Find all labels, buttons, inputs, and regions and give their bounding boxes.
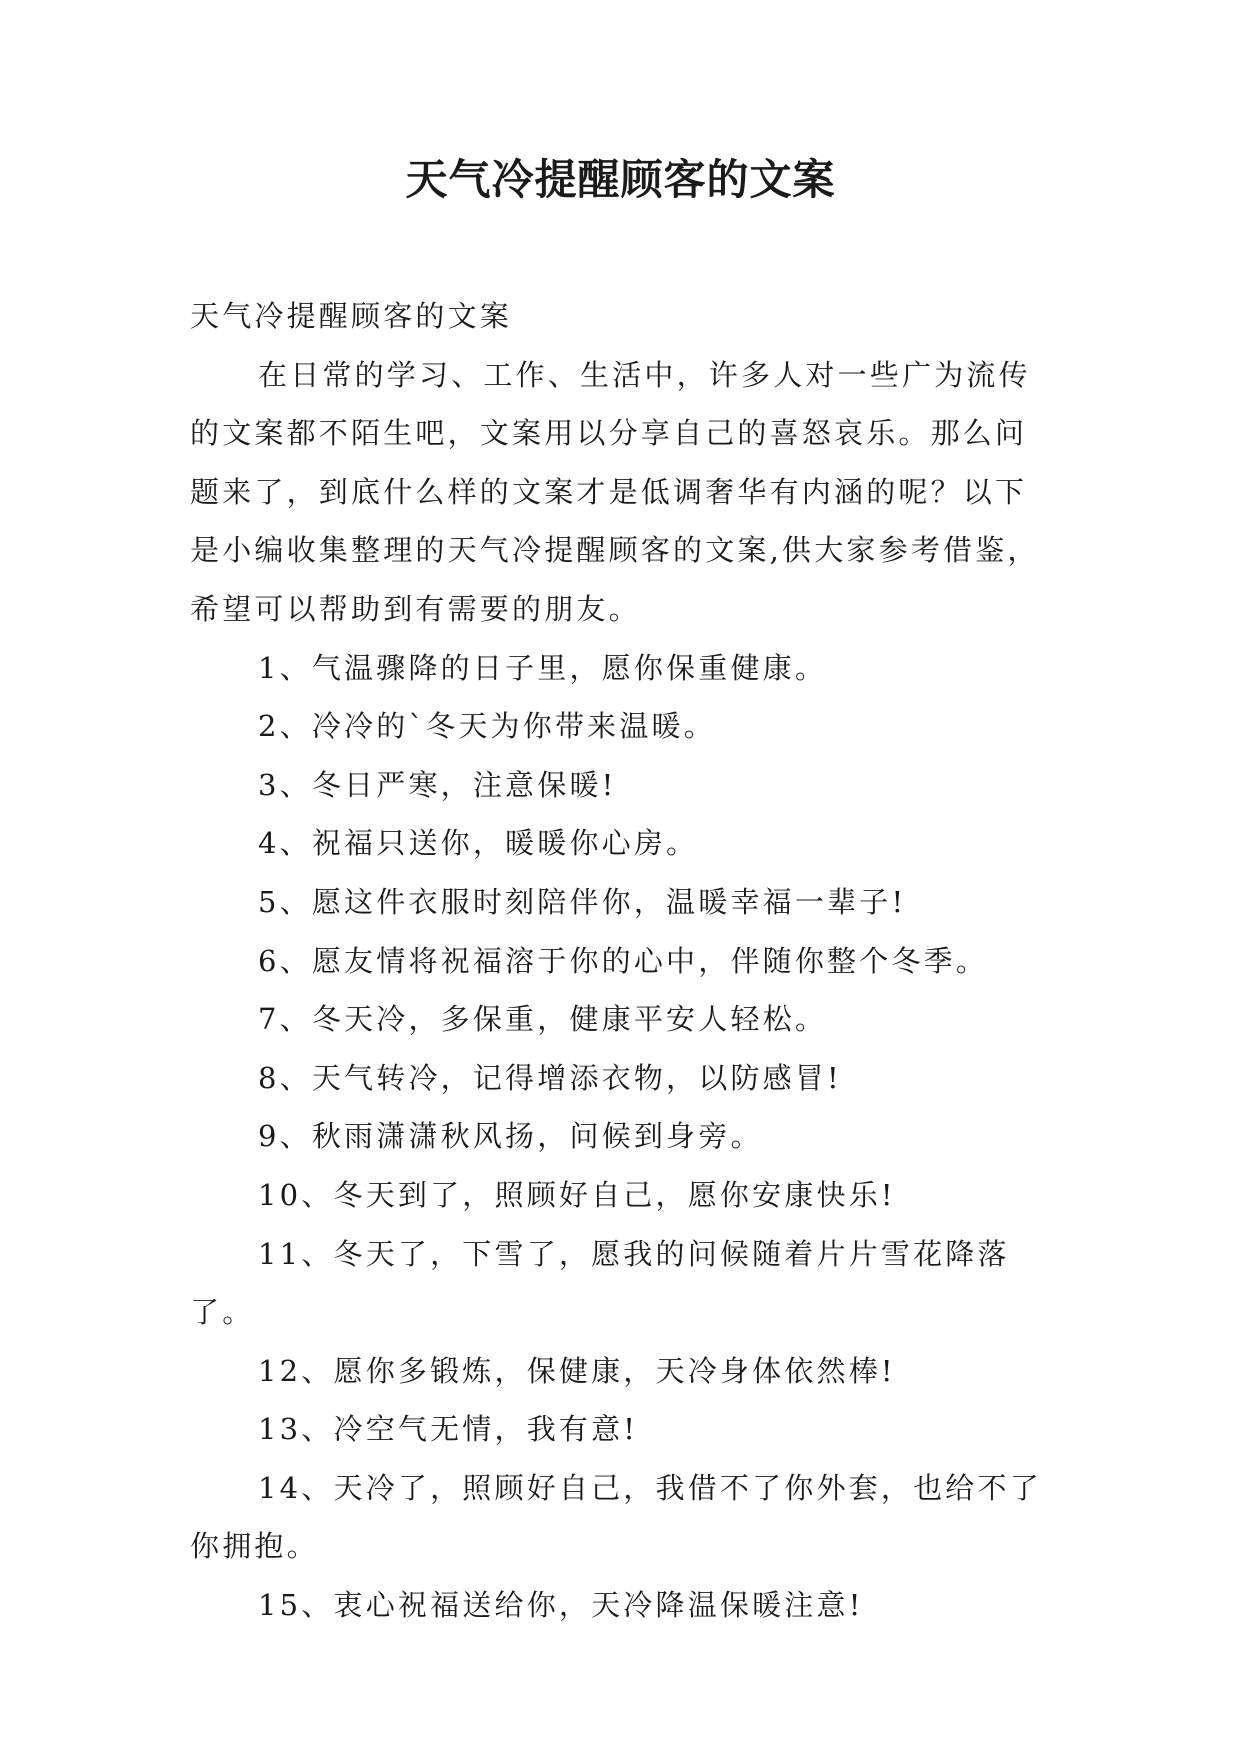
list-item: 15、衷心祝福送给你，天冷降温保暖注意!	[258, 1588, 864, 1623]
list-item: 2、冷冷的`冬天为你带来温暖。	[258, 709, 716, 744]
list-item: 3、冬日严寒，注意保暖!	[258, 767, 617, 802]
document-subtitle: 天气冷提醒顾客的文案	[190, 299, 513, 333]
list-item: 8、天气转冷，记得增添衣物，以防感冒!	[258, 1060, 842, 1095]
list-item: 6、愿友情将祝福溶于你的心中，伴随你整个冬季。	[258, 943, 989, 978]
document-body	[190, 287, 1050, 1635]
list-item: 7、冬天冷，多保重，健康平安人轻松。	[258, 1002, 828, 1037]
list-item: 4、祝福只送你，暖暖你心房。	[258, 826, 699, 861]
document-title: 天气冷提醒顾客的文案	[405, 155, 836, 204]
list-item: 9、秋雨潇潇秋风扬，问候到身旁。	[258, 1119, 763, 1154]
list-item: 1、气温骤降的日子里，愿你保重健康。	[258, 650, 828, 685]
list-item: 10、冬天到了，照顾好自己，愿你安康快乐!	[258, 1177, 896, 1212]
list-item: 12、愿你多锻炼，保健康，天冷身体依然棒!	[258, 1353, 896, 1388]
intro-paragraph: 在日常的学习、工作、生活中，许多人对一些广为流传的文案都不陌生吧，文案用以分享自己的喜怒哀乐。那么问题来了，到底什么样的文案才是低调奢华有内涵的呢？以下是小编收集整理的天气冷提醒顾客的文案,供大家参考借鉴，希望可以帮助到有需要的朋友。	[190, 357, 1040, 626]
list-item: 5、愿这件衣服时刻陪伴你，温暖幸福一辈子!	[258, 884, 907, 919]
list-item: 11、冬天了，下雪了，愿我的问候随着片片雪花降落了。	[190, 1236, 1010, 1330]
list-item: 14、天冷了，照顾好自己，我借不了你外套，也给不了你拥抱。	[190, 1470, 1042, 1564]
list-item: 13、冷空气无情，我有意!	[258, 1412, 639, 1447]
